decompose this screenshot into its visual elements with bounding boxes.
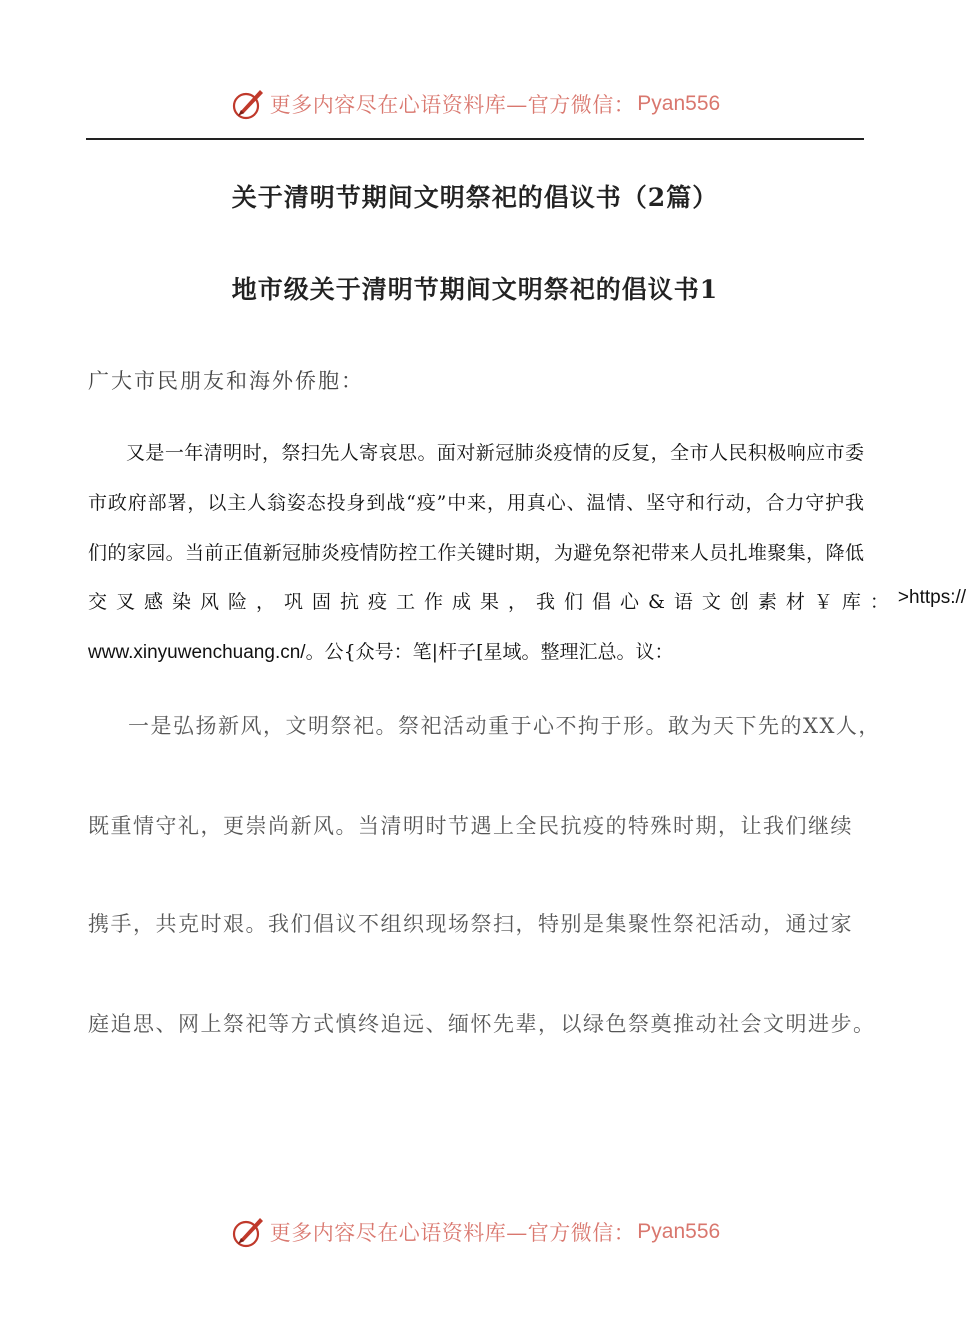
paragraph-1-line-4 [88,587,966,614]
footer-wechat-id: Pyan556 [637,1220,721,1243]
salutation: 广大市民朋友和海外侨胞： [88,369,364,393]
paragraph-2-line-4: 庭追思、网上祭祀等方式慎终追远、缅怀先辈，以绿色祭奠推动社会文明进步。 [88,1012,876,1036]
paragraph-1-line-5 [88,637,864,664]
paragraph-2-line-2: 既重情守礼，更崇尚新风。当清明时节遇上全民抗疫的特殊时期，让我们继续 [88,814,853,838]
website-url: www.xinyuwenchuang.cn/ [88,642,306,663]
paragraph-1-line-5-text: 。公{众号：笔|杆子[星域。整理汇总。议： [305,641,674,663]
quill-logo-icon [230,1214,266,1250]
document-subtitle: 地市级关于清明节期间文明祭祀的倡议书1 [231,275,719,304]
quill-logo-icon [230,86,266,122]
paragraph-2-line-3: 携手，共克时艰。我们倡议不组织现场祭扫，特别是集聚性祭祀活动，通过家 [88,912,853,936]
paragraph-1-line-3: 们的家园。当前正值新冠肺炎疫情防控工作关键时期，为避免祭祀带来人员扎堆聚集，降低 [88,542,864,564]
paragraph-1-line-4-text: 交叉感染风险，巩固抗疫工作成果，我们倡心&语文创素材￥库： [88,591,898,613]
paragraph-1-line-4-url: >https:// [897,587,966,608]
paragraph-2-line-1: 一是弘扬新风，文明祭祀。祭祀活动重于心不拘于形。敢为天下先的XX人， [128,714,881,738]
paragraph-1-line-2: 市政府部署，以主人翁姿态投身到战“疫”中来，用真心、温情、坚守和行动，合力守护我 [88,492,864,514]
paragraph-1-line-1: 又是一年清明时，祭扫先人寄哀思。面对新冠肺炎疫情的反复，全市人民积极响应市委 [126,442,864,464]
header-banner [0,82,950,126]
footer-banner [0,1210,950,1254]
footer-slogan: 更多内容尽在心语资料库—官方微信： [269,1221,636,1245]
banner-wechat-id: Pyan556 [637,92,721,115]
banner-slogan: 更多内容尽在心语资料库—官方微信： [269,93,636,117]
header-divider [86,138,864,140]
document-title: 关于清明节期间文明祭祀的倡议书（2篇） [231,183,719,212]
